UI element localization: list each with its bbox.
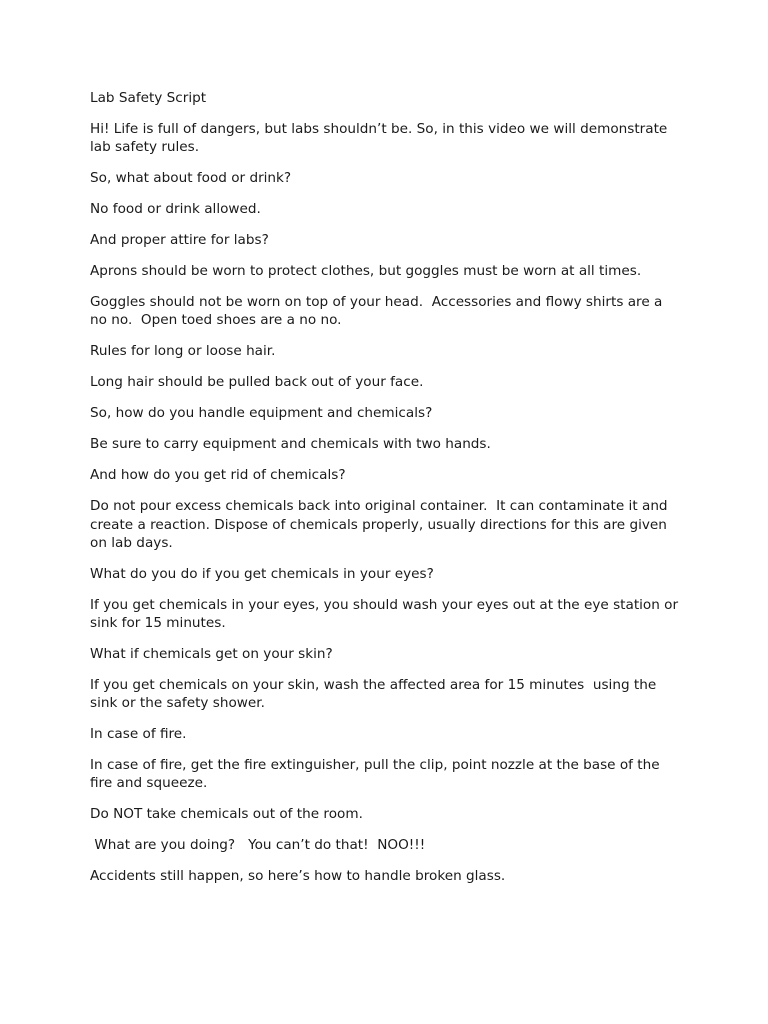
paragraph-eyes-question: What do you do if you get chemicals in your eyes? xyxy=(90,565,434,582)
paragraph-long-hair: Long hair should be pulled back out of your face. xyxy=(90,374,424,391)
paragraph-skin-question: What if chemicals get on your skin? xyxy=(90,646,333,663)
paragraph-goggles: Goggles should not be worn on top of your head. Accessories and flowy shirts are a no no. Open toed shoes are a no no. xyxy=(90,294,667,329)
paragraph-two-hands: Be sure to carry equipment and chemicals with two hands. xyxy=(90,436,491,453)
paragraph-skin-answer: If you get chemicals on your skin, wash the affected area for 15 minutes using the sink or the safety shower. xyxy=(90,677,661,712)
paragraph-food-answer: No food or drink allowed. xyxy=(90,201,261,218)
paragraph-exclamation: What are you doing? You can’t do that! NOO!!! xyxy=(90,837,426,854)
document-title: Lab Safety Script xyxy=(90,90,207,106)
paragraph-aprons: Aprons should be worn to protect clothes, but goggles must be worn at all times. xyxy=(90,263,642,280)
paragraph-fire-answer: In case of fire, get the fire extinguisher, pull the clip, point nozzle at the base of the fire and squeeze. xyxy=(90,757,664,792)
paragraph-intro: Hi! Life is full of dangers, but labs shouldn’t be. So, in this video we will demonstrate lab safety rules. xyxy=(90,121,672,156)
paragraph-food-question: So, what about food or drink? xyxy=(90,170,292,187)
paragraph-equipment-question: So, how do you handle equipment and chemicals? xyxy=(90,405,433,422)
paragraph-broken-glass: Accidents still happen, so here’s how to handle broken glass. xyxy=(90,868,506,885)
document-body xyxy=(90,89,682,898)
paragraph-eyes-answer: If you get chemicals in your eyes, you should wash your eyes out at the eye station or sink for 15 minutes. xyxy=(90,596,683,632)
paragraph-hair-rules: Rules for long or loose hair. xyxy=(90,343,276,360)
paragraph-no-chemicals-out: Do NOT take chemicals out of the room. xyxy=(90,806,363,823)
paragraph-fire-heading: In case of fire. xyxy=(90,726,187,743)
paragraph-disposal: Do not pour excess chemicals back into original container. It can contaminate it and create a reaction. Dispose of chemicals properly, usually directions for this are given on lab days. xyxy=(90,498,672,551)
paragraph-disposal-question: And how do you get rid of chemicals? xyxy=(90,467,346,484)
paragraph-attire-question: And proper attire for labs? xyxy=(90,232,269,249)
